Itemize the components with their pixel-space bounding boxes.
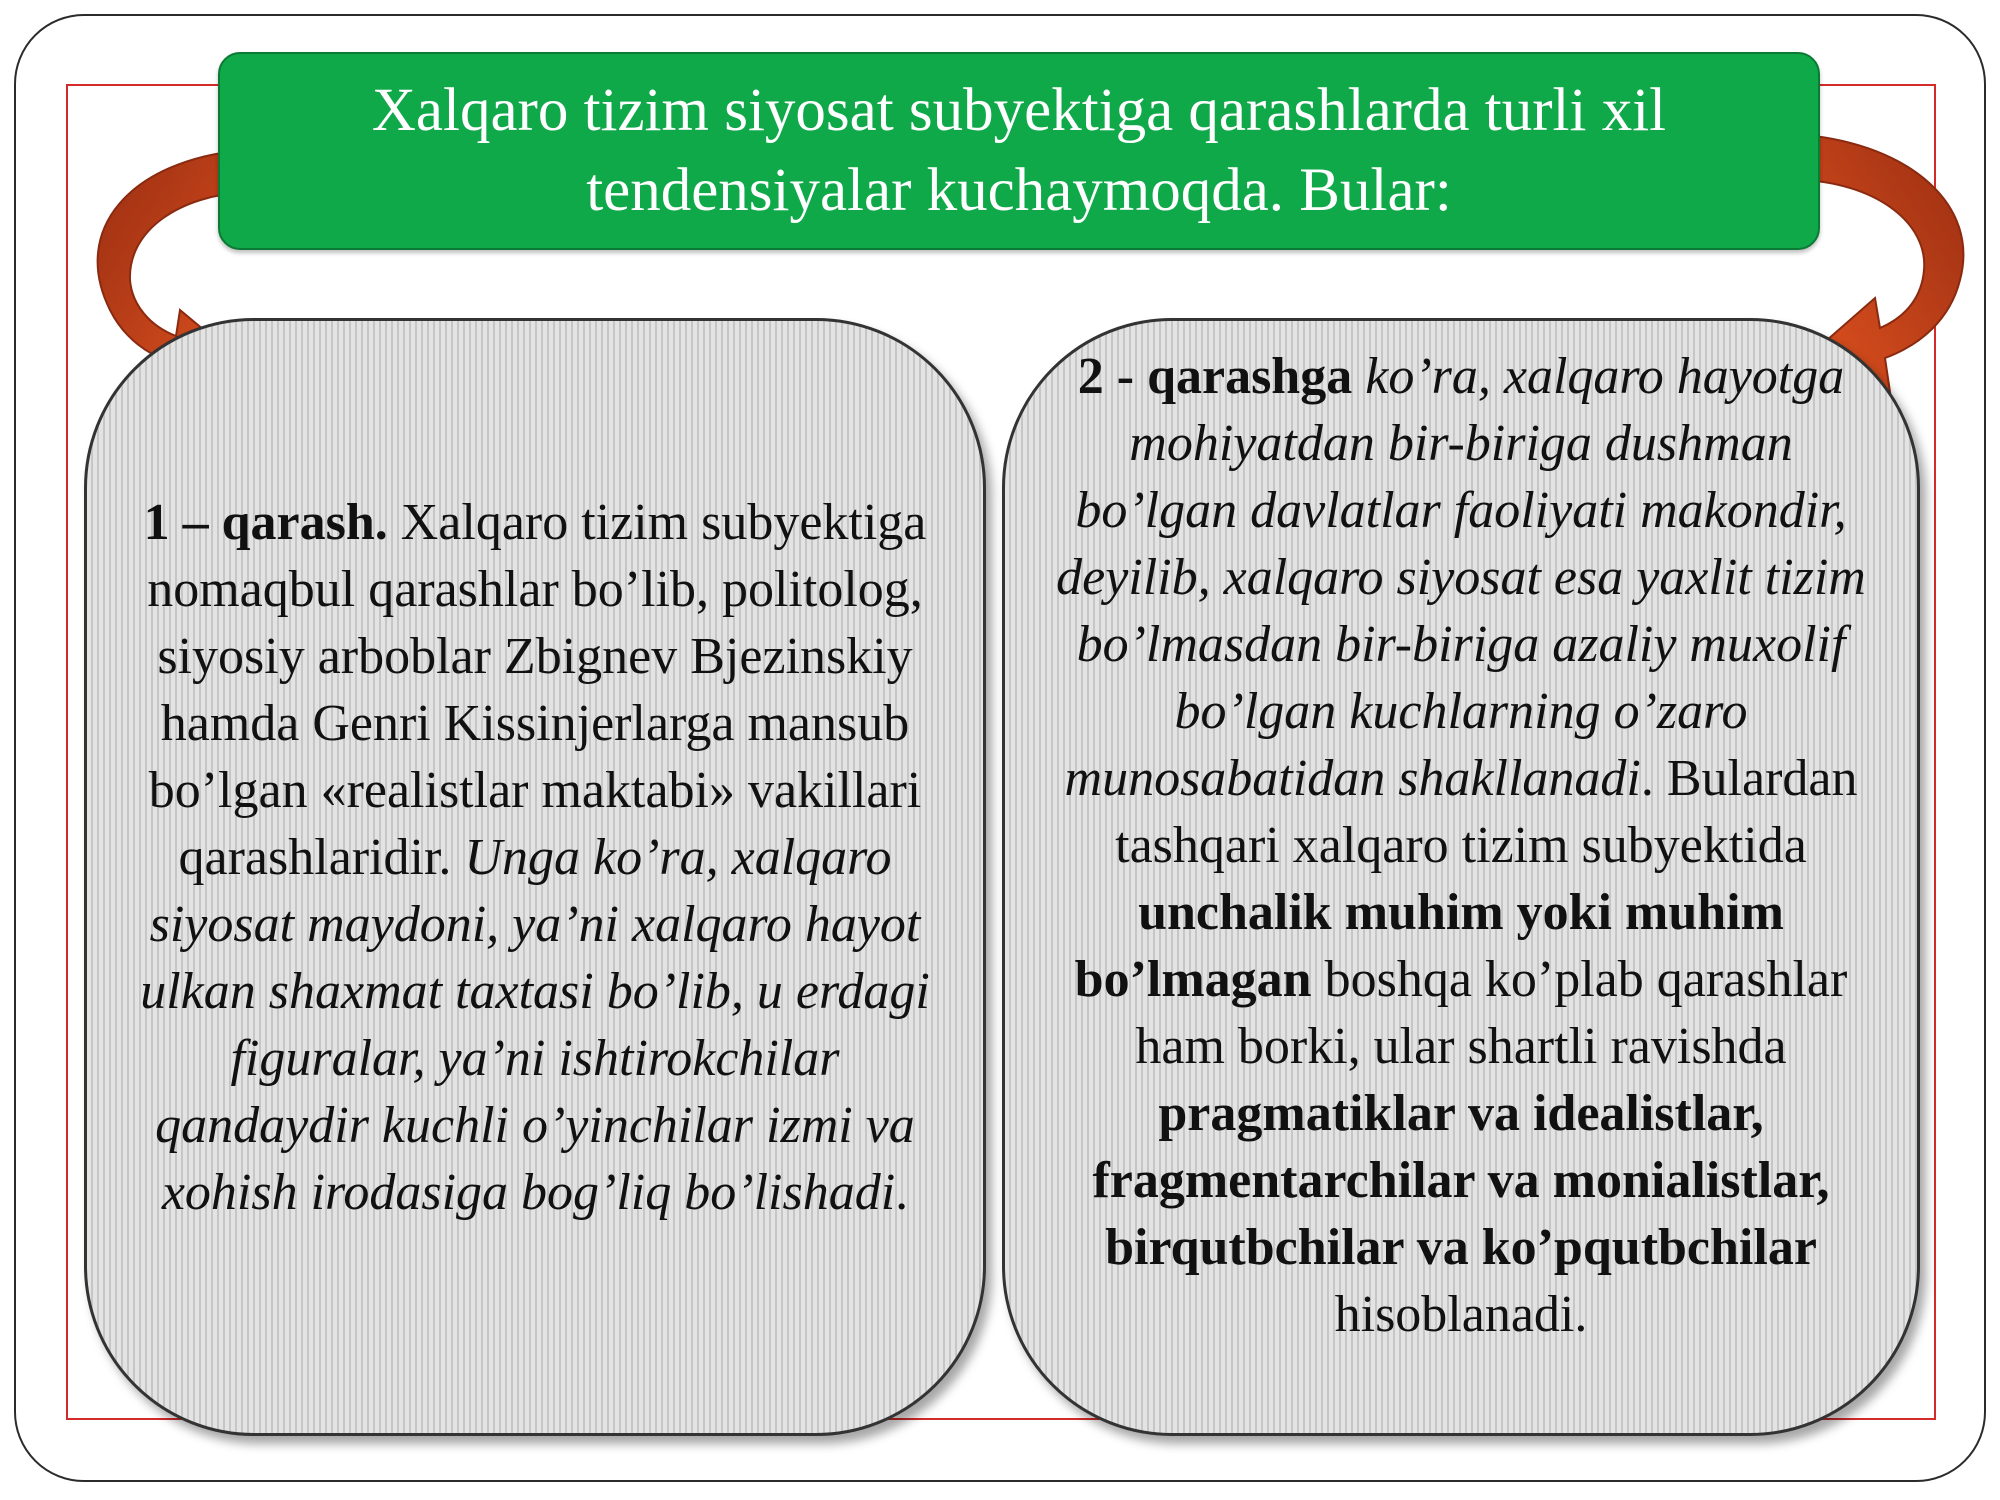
view-2-italic: ko’ra, xalqaro hayotga mohiyatdan bir-biriga dushman bo’lgan davlatlar faoliyati makondir, deyilib, xalqaro siyosat esa yaxlit tizim bo’lmasdan bir-biriga azaliy muxolif bo’lgan kuchlarning o’zaro munosabatidan shakllanadi xyxy=(1056,348,1866,807)
view-1-panel xyxy=(84,318,986,1436)
view-2-end: hisoblanadi. xyxy=(1334,1286,1588,1343)
view-1-heading: 1 – qarash. xyxy=(143,493,388,551)
view-2-bold-2: pragmatiklar va idealistlar, fragmentarchilar va monialistlar, birqutbchilar va ko’pqutbchilar xyxy=(1092,1085,1830,1276)
slide-title xyxy=(332,71,1706,231)
view-2-body: . Bulardan tashqari xalqaro tizim subyektida xyxy=(1115,750,1858,874)
view-2-body-2: boshqa ko’plab qarashlar ham borki, ular shartli ravishda xyxy=(1135,951,1848,1075)
title-line-1: Xalqaro tizim siyosat subyektiga qarashlarda turli xil xyxy=(371,77,1667,144)
view-1-end: . xyxy=(895,1163,909,1221)
view-2-panel xyxy=(1002,318,1920,1436)
view-2-text xyxy=(1005,343,1917,1348)
title-banner xyxy=(218,52,1820,250)
title-line-2: tendensiyalar kuchaymoqda. Bular: xyxy=(586,157,1452,224)
view-1-body: Xalqaro tizim subyektiga nomaqbul qarashlar bo’lib, politolog, siyosiy arboblar Zbignev Bjezinskiy hamda Genri Kissinjerlarga mansub bo’lgan «realistlar maktabi» vakillari qarashlaridir. xyxy=(147,493,927,886)
view-1-text xyxy=(87,489,983,1226)
view-2-bold-1: unchalik muhim yoki muhim bo’lmagan xyxy=(1074,884,1784,1008)
view-2-heading: 2 - qarashga xyxy=(1077,348,1353,405)
view-1-italic: Unga ko’ra, xalqaro siyosat maydoni, ya’ni xalqaro hayot ulkan shaxmat taxtasi bo’lib, u erdagi figuralar, ya’ni ishtirokchilar qandaydir kuchli o’yinchilar izmi va xohish irodasiga bog’liq bo’lishadi xyxy=(140,828,930,1221)
